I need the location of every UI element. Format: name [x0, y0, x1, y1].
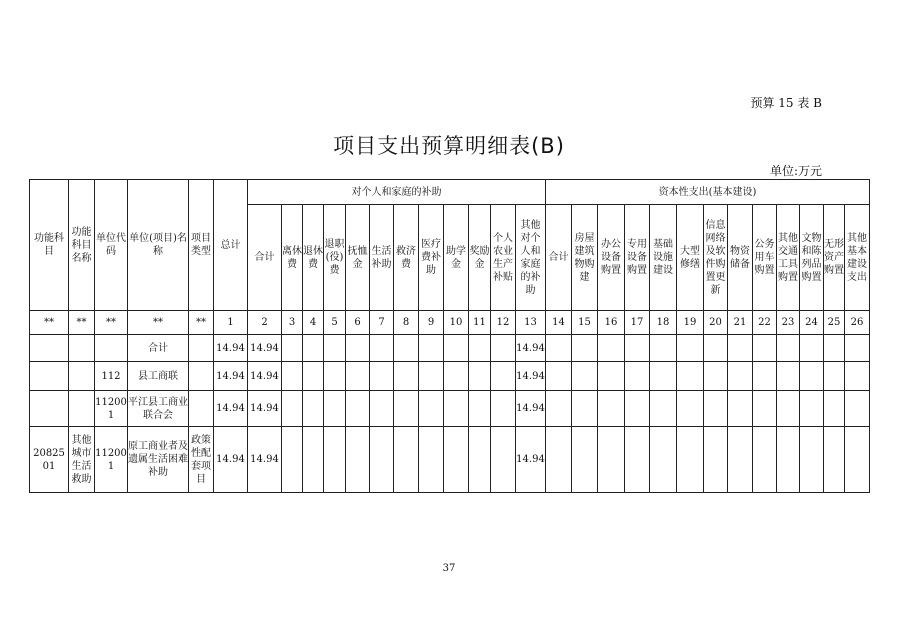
cell-empty — [625, 391, 650, 427]
cell-empty — [728, 427, 753, 493]
index-cell: 17 — [625, 311, 650, 335]
cell-empty — [625, 362, 650, 391]
cell-empty — [346, 335, 370, 362]
cell-other-personal: 14.94 — [516, 391, 546, 427]
cell-other-personal: 14.94 — [516, 362, 546, 391]
cell-empty — [282, 362, 303, 391]
cell-empty — [845, 335, 870, 362]
cell-empty — [753, 391, 777, 427]
header-proj-type: 项目类型 — [189, 180, 214, 311]
header-group-capital: 资本性支出(基本建设) — [546, 180, 870, 205]
header-capital-col: 大型修缮 — [677, 205, 704, 311]
index-cell: ** — [128, 311, 189, 335]
cell-func-name — [69, 362, 95, 391]
cell-empty — [728, 391, 753, 427]
cell-empty — [800, 391, 824, 427]
index-cell: 15 — [572, 311, 598, 335]
header-capital-col: 基础设施建设 — [650, 205, 677, 311]
cell-empty — [845, 391, 870, 427]
header-personal-col: 个人农业生产补贴 — [491, 205, 516, 311]
cell-empty — [469, 427, 491, 493]
index-cell: 19 — [677, 311, 704, 335]
header-personal-col: 救济费 — [394, 205, 419, 311]
cell-personal-total: 14.94 — [248, 362, 282, 391]
table-row — [30, 427, 870, 493]
cell-empty — [598, 362, 625, 391]
cell-total: 14.94 — [214, 391, 248, 427]
cell-empty — [282, 427, 303, 493]
index-cell: 3 — [282, 311, 303, 335]
header-func-name: 功能科目名称 — [69, 180, 95, 311]
unit-label: 单位:万元 — [769, 164, 822, 178]
header-capital-col: 办公设备购置 — [598, 205, 625, 311]
cell-empty — [650, 391, 677, 427]
cell-proj-type — [189, 335, 214, 362]
cell-empty — [303, 427, 324, 493]
cell-empty — [469, 335, 491, 362]
budget-table — [29, 179, 870, 493]
cell-func — [30, 362, 69, 391]
cell-unit-name: 合计 — [128, 335, 189, 362]
header-capital-col: 专用设备购置 — [625, 205, 650, 311]
cell-total: 14.94 — [214, 335, 248, 362]
cell-empty — [572, 335, 598, 362]
table-row — [30, 335, 870, 362]
cell-personal-total: 14.94 — [248, 391, 282, 427]
cell-empty — [704, 335, 728, 362]
index-cell: ** — [69, 311, 95, 335]
cell-func — [30, 335, 69, 362]
cell-empty — [444, 391, 469, 427]
cell-empty — [303, 362, 324, 391]
index-cell: 9 — [419, 311, 444, 335]
cell-empty — [845, 362, 870, 391]
index-cell: 13 — [516, 311, 546, 335]
cell-empty — [800, 362, 824, 391]
page-number: 37 — [442, 563, 456, 574]
header-total: 总计 — [214, 180, 248, 311]
cell-empty — [824, 335, 845, 362]
cell-empty — [370, 391, 394, 427]
index-cell: 6 — [346, 311, 370, 335]
index-cell: ** — [30, 311, 69, 335]
cell-empty — [704, 391, 728, 427]
cell-proj-type: 政策性配套项目 — [189, 427, 214, 493]
index-cell: 5 — [324, 311, 346, 335]
cell-empty — [370, 427, 394, 493]
cell-empty — [346, 391, 370, 427]
header-personal-col: 生活补助 — [370, 205, 394, 311]
index-cell: ** — [95, 311, 128, 335]
cell-empty — [704, 427, 728, 493]
cell-empty — [777, 427, 800, 493]
cell-empty — [546, 362, 572, 391]
cell-empty — [650, 362, 677, 391]
cell-empty — [324, 391, 346, 427]
header-personal-col: 医疗费补助 — [419, 205, 444, 311]
cell-empty — [469, 362, 491, 391]
header-capital-col: 文物和陈列品购置 — [800, 205, 824, 311]
cell-empty — [650, 335, 677, 362]
cell-empty — [282, 391, 303, 427]
cell-empty — [346, 427, 370, 493]
form-reference: 预算 15 表 B — [750, 96, 822, 110]
cell-proj-type — [189, 391, 214, 427]
header-personal-col: 其他对个人和家庭的补助 — [516, 205, 546, 311]
cell-empty — [394, 362, 419, 391]
index-cell: 24 — [800, 311, 824, 335]
cell-empty — [625, 335, 650, 362]
cell-empty — [677, 362, 704, 391]
header-personal-col: 抚恤金 — [346, 205, 370, 311]
cell-empty — [572, 362, 598, 391]
cell-empty — [572, 391, 598, 427]
cell-empty — [346, 362, 370, 391]
header-personal-col: 退职(役)费 — [324, 205, 346, 311]
cell-empty — [677, 391, 704, 427]
cell-empty — [598, 427, 625, 493]
header-capital-col: 合计 — [546, 205, 572, 311]
cell-empty — [753, 335, 777, 362]
cell-unit-name: 平江县工商业联合会 — [128, 391, 189, 427]
header-capital-col: 公务用车购置 — [753, 205, 777, 311]
cell-empty — [303, 335, 324, 362]
cell-empty — [491, 362, 516, 391]
index-cell: ** — [189, 311, 214, 335]
cell-empty — [419, 362, 444, 391]
cell-empty — [824, 427, 845, 493]
cell-empty — [444, 427, 469, 493]
cell-unit-code: 112001 — [95, 391, 128, 427]
index-cell: 25 — [824, 311, 845, 335]
cell-empty — [845, 427, 870, 493]
cell-func-name — [69, 391, 95, 427]
cell-unit-name: 县工商联 — [128, 362, 189, 391]
cell-unit-name: 原工商业者及遗属生活困难补助 — [128, 427, 189, 493]
cell-empty — [444, 362, 469, 391]
cell-func-name — [69, 335, 95, 362]
header-capital-col: 物资储备 — [728, 205, 753, 311]
cell-unit-code — [95, 335, 128, 362]
header-capital-col: 其他交通工具购置 — [777, 205, 800, 311]
cell-empty — [370, 362, 394, 391]
cell-proj-type — [189, 362, 214, 391]
cell-personal-total: 14.94 — [248, 335, 282, 362]
cell-empty — [419, 427, 444, 493]
cell-empty — [324, 335, 346, 362]
table-row — [30, 362, 870, 391]
index-cell: 21 — [728, 311, 753, 335]
cell-empty — [491, 427, 516, 493]
cell-empty — [324, 362, 346, 391]
cell-empty — [303, 391, 324, 427]
cell-empty — [546, 335, 572, 362]
cell-empty — [777, 391, 800, 427]
index-cell: 20 — [704, 311, 728, 335]
index-cell: 12 — [491, 311, 516, 335]
header-personal-col: 助学金 — [444, 205, 469, 311]
cell-empty — [394, 391, 419, 427]
cell-empty — [753, 427, 777, 493]
cell-empty — [800, 335, 824, 362]
table-row — [30, 391, 870, 427]
cell-unit-code: 112 — [95, 362, 128, 391]
cell-empty — [824, 362, 845, 391]
header-func: 功能科目 — [30, 180, 69, 311]
cell-empty — [753, 362, 777, 391]
cell-empty — [572, 427, 598, 493]
index-cell: 11 — [469, 311, 491, 335]
index-cell: 23 — [777, 311, 800, 335]
cell-personal-total: 14.94 — [248, 427, 282, 493]
cell-func — [30, 391, 69, 427]
cell-total: 14.94 — [214, 362, 248, 391]
cell-empty — [469, 391, 491, 427]
header-personal-col: 离休费 — [282, 205, 303, 311]
cell-empty — [546, 427, 572, 493]
index-cell: 14 — [546, 311, 572, 335]
header-capital-col: 房屋建筑物购建 — [572, 205, 598, 311]
cell-empty — [625, 427, 650, 493]
index-cell: 16 — [598, 311, 625, 335]
header-unit-code: 单位代码 — [95, 180, 128, 311]
cell-empty — [444, 335, 469, 362]
cell-empty — [546, 391, 572, 427]
cell-empty — [491, 335, 516, 362]
index-cell: 1 — [214, 311, 248, 335]
cell-func: 2082501 — [30, 427, 69, 493]
cell-other-personal: 14.94 — [516, 427, 546, 493]
header-capital-col: 其他基本建设支出 — [845, 205, 870, 311]
cell-empty — [282, 335, 303, 362]
cell-empty — [777, 335, 800, 362]
cell-empty — [650, 427, 677, 493]
cell-empty — [598, 335, 625, 362]
header-personal-col: 奖励金 — [469, 205, 491, 311]
index-cell: 18 — [650, 311, 677, 335]
index-cell: 26 — [845, 311, 870, 335]
cell-empty — [394, 427, 419, 493]
index-cell: 8 — [394, 311, 419, 335]
cell-empty — [728, 335, 753, 362]
cell-empty — [777, 362, 800, 391]
header-group-personal: 对个人和家庭的补助 — [248, 180, 546, 205]
cell-empty — [677, 335, 704, 362]
cell-empty — [704, 362, 728, 391]
index-cell: 2 — [248, 311, 282, 335]
cell-other-personal: 14.94 — [516, 335, 546, 362]
cell-empty — [728, 362, 753, 391]
cell-empty — [370, 335, 394, 362]
header-capital-col: 无形资产购置 — [824, 205, 845, 311]
cell-empty — [491, 391, 516, 427]
header-personal-col: 合计 — [248, 205, 282, 311]
header-unit-name: 单位(项目)名称 — [128, 180, 189, 311]
index-cell: 7 — [370, 311, 394, 335]
cell-total: 14.94 — [214, 427, 248, 493]
index-cell: 10 — [444, 311, 469, 335]
cell-empty — [824, 391, 845, 427]
cell-func-name: 其他城市生活救助 — [69, 427, 95, 493]
header-personal-col: 退休费 — [303, 205, 324, 311]
cell-empty — [598, 391, 625, 427]
cell-empty — [800, 427, 824, 493]
index-cell: 4 — [303, 311, 324, 335]
cell-unit-code: 112001 — [95, 427, 128, 493]
index-cell: 22 — [753, 311, 777, 335]
cell-empty — [394, 335, 419, 362]
cell-empty — [677, 427, 704, 493]
page-title: 项目支出预算明细表(B) — [333, 134, 565, 158]
cell-empty — [324, 427, 346, 493]
header-capital-col: 信息网络及软件购置更新 — [704, 205, 728, 311]
cell-empty — [419, 391, 444, 427]
cell-empty — [419, 335, 444, 362]
